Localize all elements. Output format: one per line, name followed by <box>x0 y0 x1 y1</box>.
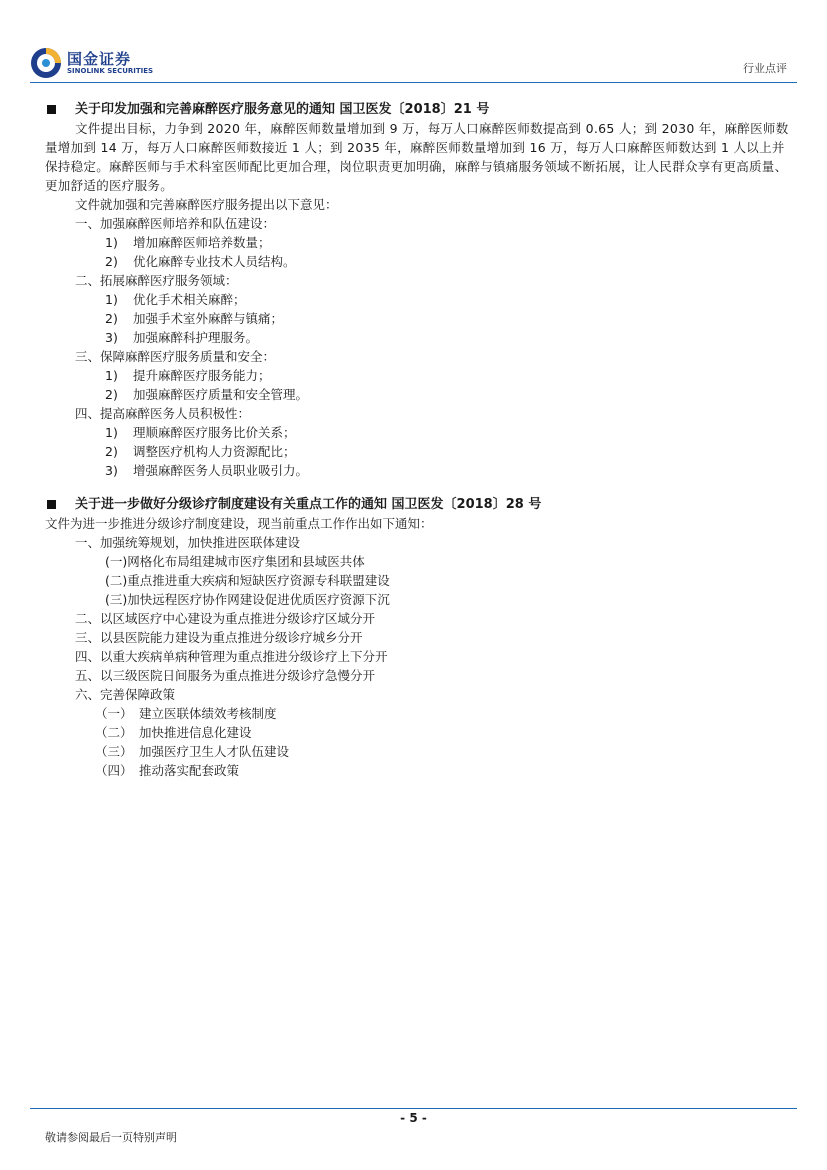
list-item: 2) 加强麻醉医疗质量和安全管理。 <box>105 387 309 402</box>
header-divider <box>30 82 797 83</box>
list-item: 1) 理顺麻醉医疗服务比价关系； <box>105 425 296 440</box>
section-title-text: 关于进一步做好分级诊疗制度建设有关重点工作的通知 国卫医发〔2018〕28 号 <box>75 497 542 512</box>
list-heading: 三、保障麻醉医疗服务质量和安全： <box>75 349 276 364</box>
logo-english-name: SINOLINK SECURITIES <box>67 67 154 75</box>
disclaimer-note: 敬请参阅最后一页特别声明 <box>45 1131 177 1144</box>
paragraph-goals: 文件提出目标，力争到 2020 年，麻醉医师数量增加到 9 万，每万人口麻醉医师数提高到 0.65 人；到 2030 年，麻醉医师数量增加到 14 万，每万人口麻醉医师数接近 1 人；到 2035 年，麻醉医师数量增加到 16 万，每万人口麻醉医师数达到 1 人以上并保持稳定。麻醉医师与手术科室医师配比更加合理，岗位职责更加明确，麻醉与镇痛服务领域不断拓展，让人民群众享有更高质量、更加舒适的医疗服务。 <box>45 121 789 193</box>
list-heading: 四、提高麻醉医务人员积极性： <box>75 406 251 421</box>
list-heading: 六、完善保障政策 <box>75 687 176 702</box>
list-item: （三） 加强医疗卫生人才队伍建设 <box>95 744 290 759</box>
section-title <box>45 495 790 514</box>
square-bullet-icon <box>47 500 56 509</box>
list-heading: 二、以区域医疗中心建设为重点推进分级诊疗区域分开 <box>75 611 376 626</box>
page-header <box>0 0 827 90</box>
list-heading: 五、以三级医院日间服务为重点推进分级诊疗急慢分开 <box>75 668 376 683</box>
list-heading: 一、加强麻醉医师培养和队伍建设： <box>75 216 276 231</box>
list-heading: 二、拓展麻醉医疗服务领域： <box>75 273 238 288</box>
list-item: (二)重点推进重大疾病和短缺医疗资源专科联盟建设 <box>105 573 390 588</box>
list-item: （四） 推动落实配套政策 <box>95 763 240 778</box>
list-item: （一） 建立医联体绩效考核制度 <box>95 706 277 721</box>
section-title-text: 关于印发加强和完善麻醉医疗服务意见的通知 国卫医发〔2018〕21 号 <box>75 102 490 117</box>
document-body <box>45 100 790 795</box>
section-anesthesia-notice <box>45 100 790 480</box>
list-item: 2) 加强手术室外麻醉与镇痛； <box>105 311 284 326</box>
page-number: - 5 - <box>400 1111 427 1125</box>
report-category-label: 行业点评 <box>743 62 787 75</box>
list-item: 1) 提升麻醉医疗服务能力； <box>105 368 271 383</box>
list-item: 2) 调整医疗机构人力资源配比； <box>105 444 296 459</box>
list-item: 1) 优化手术相关麻醉； <box>105 292 246 307</box>
list-item: （二） 加快推进信息化建设 <box>95 725 252 740</box>
square-bullet-icon <box>47 105 56 114</box>
section-tiered-care-notice <box>45 495 790 780</box>
list-item: 2) 优化麻醉专业技术人员结构。 <box>105 254 296 269</box>
list-heading: 三、以县医院能力建设为重点推进分级诊疗城乡分开 <box>75 630 363 645</box>
list-item: (三)加快远程医疗协作网建设促进优质医疗资源下沉 <box>105 592 390 607</box>
paragraph-intro: 文件为进一步推进分级诊疗制度建设，现当前重点工作作出如下通知： <box>45 516 433 531</box>
list-item: (一)网格化布局组建城市医疗集团和县域医共体 <box>105 554 365 569</box>
list-item: 1) 增加麻醉医师培养数量； <box>105 235 271 250</box>
list-item: 3) 增强麻醉医务人员职业吸引力。 <box>105 463 309 478</box>
footer-divider <box>30 1108 797 1109</box>
sinolink-logo <box>30 47 160 79</box>
sinolink-logo-mark-icon <box>30 47 62 79</box>
list-heading: 四、以重大疾病单病种管理为重点推进分级诊疗上下分开 <box>75 649 388 664</box>
logo-chinese-name: 国金证券 <box>67 50 132 68</box>
list-heading: 一、加强统筹规划，加快推进医联体建设 <box>75 535 301 550</box>
paragraph-intro: 文件就加强和完善麻醉医疗服务提出以下意见： <box>75 197 338 212</box>
section-title <box>45 100 790 119</box>
list-item: 3) 加强麻醉科护理服务。 <box>105 330 259 345</box>
